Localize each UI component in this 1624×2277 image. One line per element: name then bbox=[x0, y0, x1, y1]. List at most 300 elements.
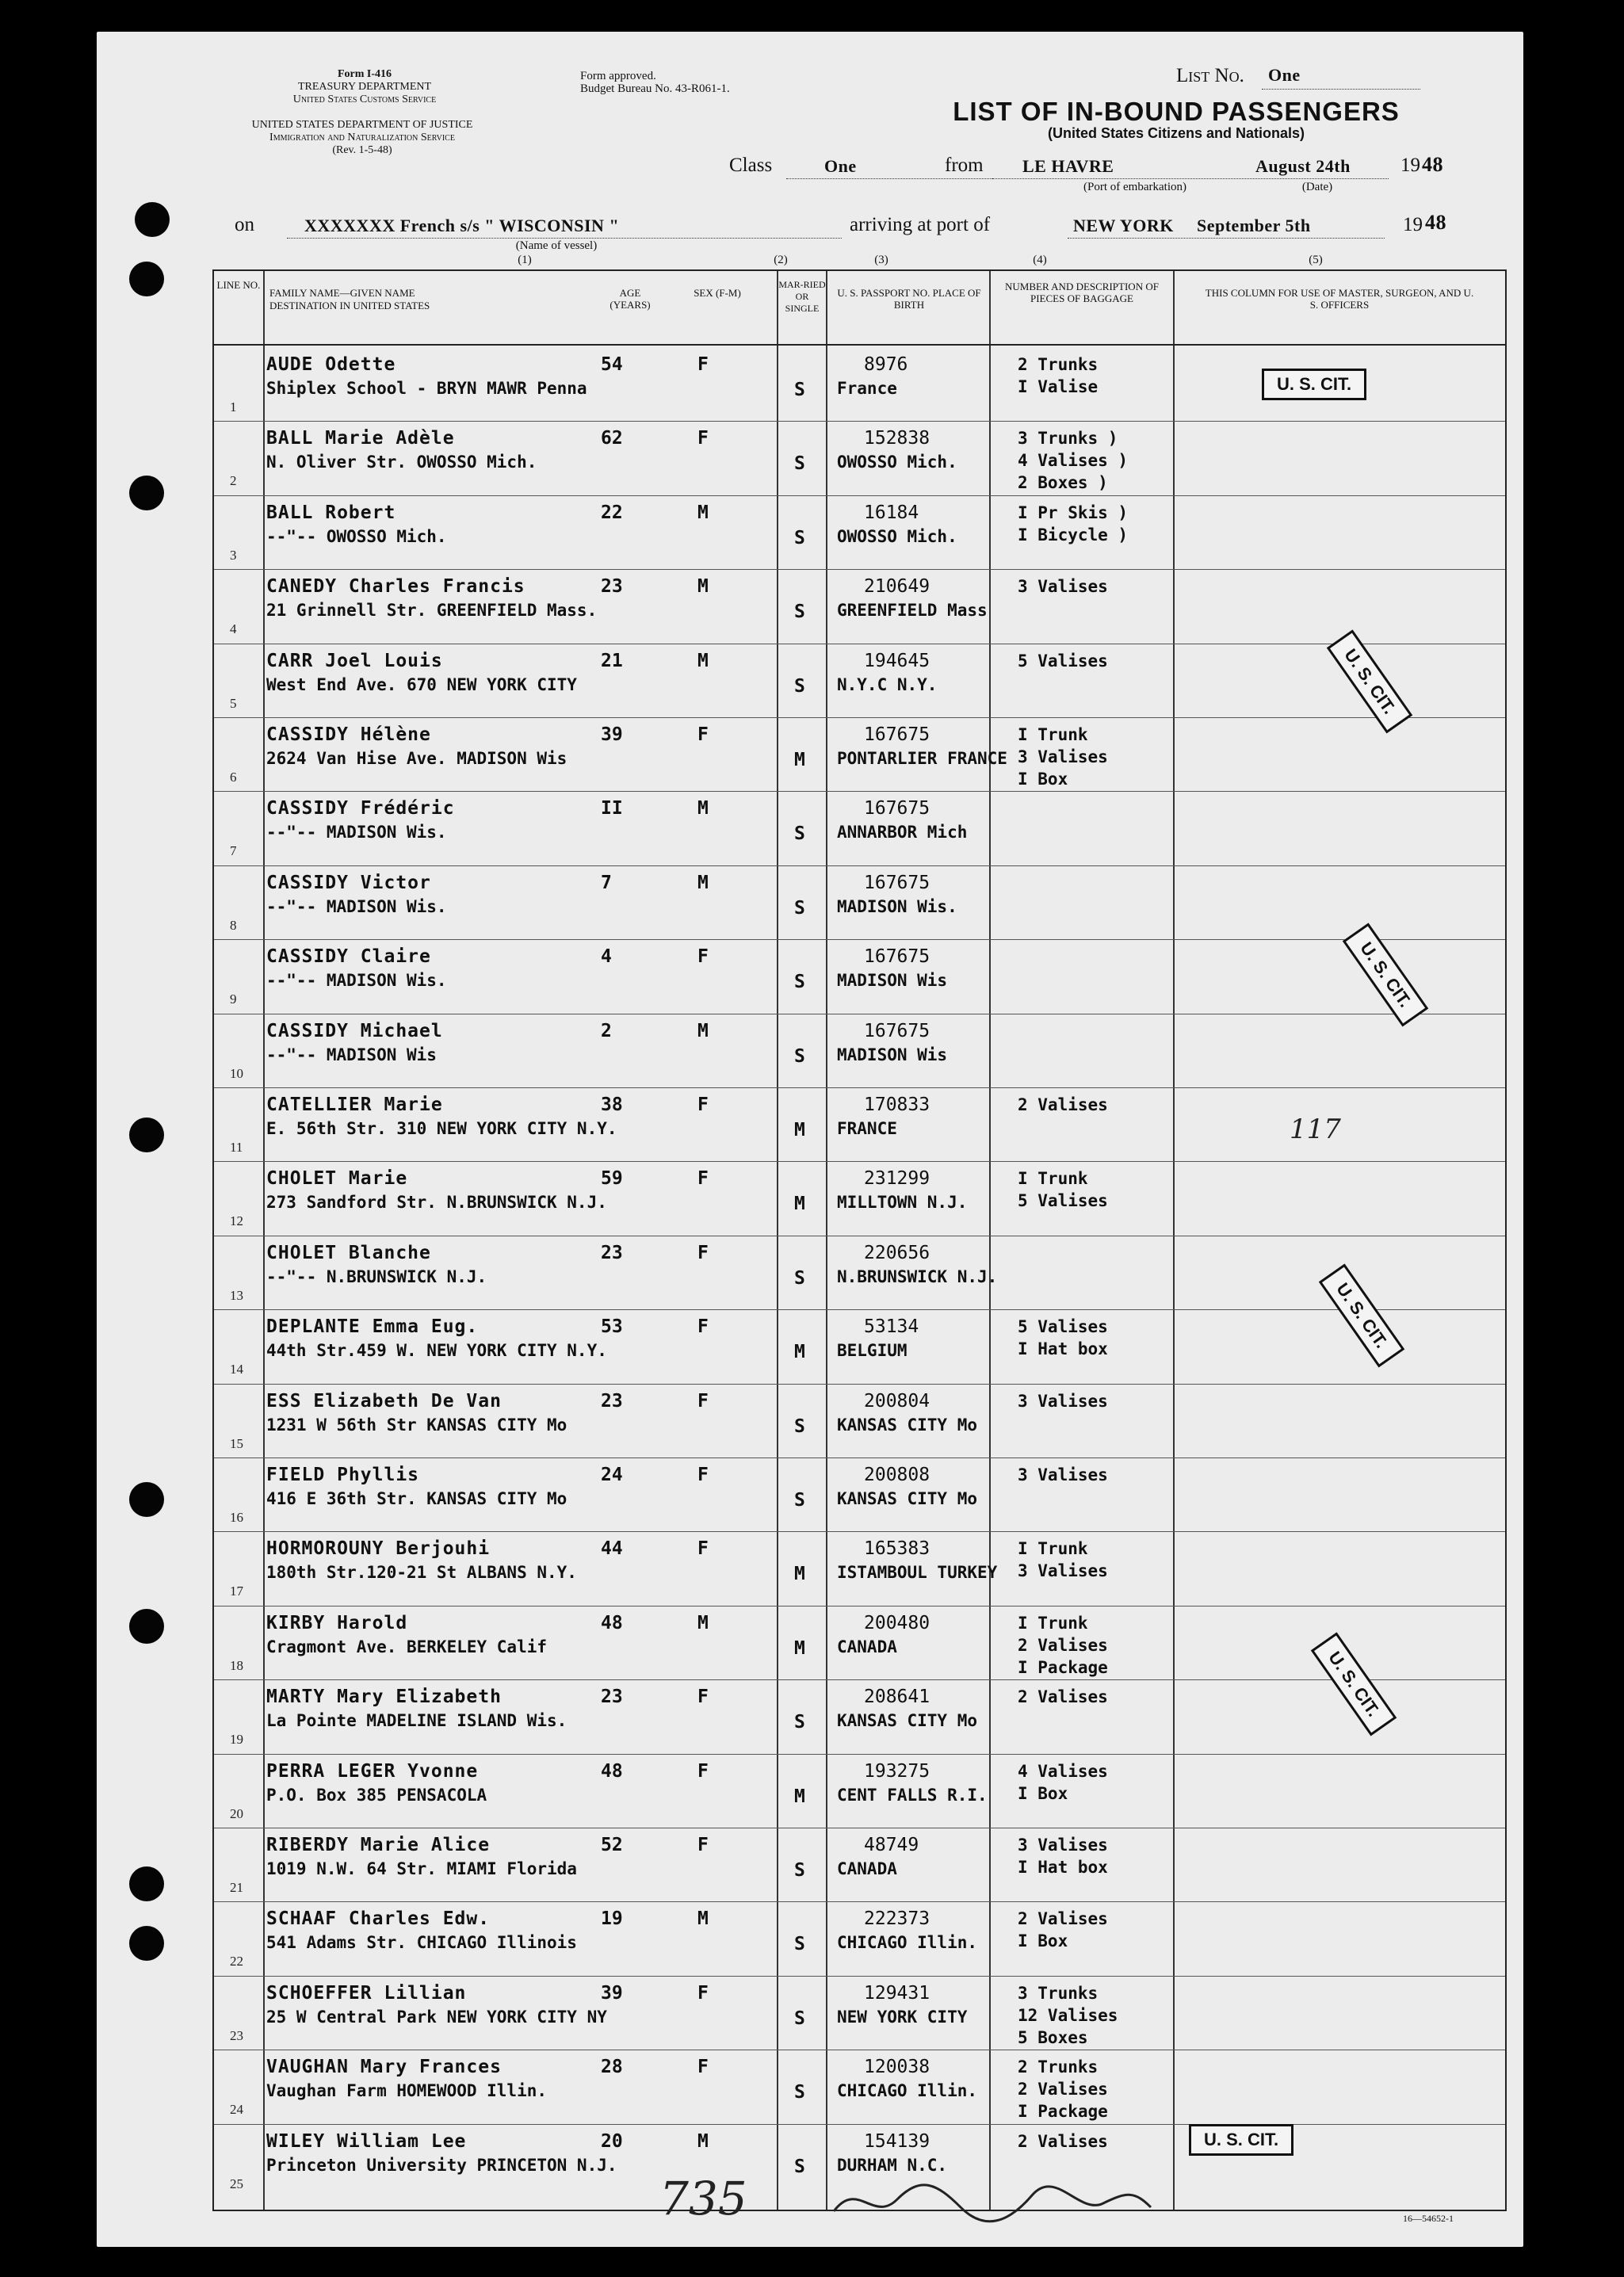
footer-code: 16—54652-1 bbox=[1403, 2213, 1454, 2224]
table-row bbox=[214, 421, 1505, 495]
us-citizen-stamp: U. S. CIT. bbox=[1262, 369, 1366, 400]
line-number: 1 bbox=[230, 399, 237, 415]
marital-status: S bbox=[794, 1415, 805, 1437]
passport-number: 194645 bbox=[864, 650, 930, 671]
place-of-birth: France bbox=[837, 379, 897, 398]
header-rule bbox=[214, 344, 1505, 346]
sex: M bbox=[697, 1612, 709, 1633]
passenger-name: CATELLIER Marie bbox=[266, 1095, 443, 1115]
row-divider bbox=[214, 569, 1505, 570]
punch-hole bbox=[129, 1482, 164, 1517]
destination: 416 E 36th Str. KANSAS CITY Mo bbox=[266, 1489, 567, 1508]
place-of-birth: MILLTOWN N.J. bbox=[837, 1193, 968, 1213]
line-number: 4 bbox=[230, 621, 237, 637]
sex: M bbox=[697, 2130, 709, 2152]
baggage-item: 3 Valises bbox=[1018, 1391, 1108, 1411]
baggage-item: I Trunk bbox=[1018, 1539, 1088, 1559]
marital-status: S bbox=[794, 675, 805, 697]
arrival-date: September 5th bbox=[1197, 216, 1311, 235]
destination: --"-- MADISON Wis. bbox=[266, 971, 447, 991]
marital-status: M bbox=[794, 750, 805, 770]
row-divider bbox=[214, 1087, 1505, 1088]
list-no-value: One bbox=[1268, 65, 1301, 85]
table-row bbox=[214, 2050, 1505, 2123]
row-divider bbox=[214, 495, 1505, 496]
punch-hole bbox=[129, 1866, 164, 1901]
form-number: Form I-416 bbox=[337, 68, 392, 80]
marital-status: S bbox=[794, 453, 805, 475]
row-divider bbox=[214, 1679, 1505, 1680]
us-citizen-stamp: U. S. CIT. bbox=[1189, 2124, 1293, 2156]
table-row bbox=[214, 1236, 1505, 1309]
marital-status: S bbox=[794, 1045, 805, 1067]
marital-status: S bbox=[794, 2008, 805, 2029]
row-divider bbox=[214, 1161, 1505, 1162]
destination: Princeton University PRINCETON N.J. bbox=[266, 2155, 617, 2175]
passport-number: 208641 bbox=[864, 1687, 930, 1708]
destination: E. 56th Str. 310 NEW YORK CITY N.Y. bbox=[266, 1119, 617, 1138]
destination: West End Ave. 670 NEW YORK CITY bbox=[266, 674, 577, 694]
place-of-birth: NEW YORK CITY bbox=[837, 2007, 968, 2027]
line-number: 19 bbox=[230, 1732, 243, 1748]
marital-status: S bbox=[794, 972, 805, 993]
table-row bbox=[214, 495, 1505, 569]
passport-number: 222373 bbox=[864, 1908, 930, 1930]
punch-hole bbox=[129, 1117, 164, 1152]
destination: 44th Str.459 W. NEW YORK CITY N.Y. bbox=[266, 1341, 607, 1361]
baggage-item: 3 Valises bbox=[1018, 577, 1108, 597]
marital-status: S bbox=[794, 1934, 805, 1955]
baggage-item: 2 Valises bbox=[1018, 1909, 1108, 1929]
place-of-birth: GREENFIELD Mass bbox=[837, 601, 988, 621]
sex: M bbox=[697, 1908, 709, 1930]
col-number-1: (1) bbox=[518, 254, 532, 266]
th-destination: DESTINATION IN UNITED STATES bbox=[269, 300, 430, 311]
class-line bbox=[786, 178, 1024, 179]
sex: F bbox=[697, 1465, 709, 1485]
place-of-birth: ISTAMBOUL TURKEY bbox=[837, 1563, 998, 1583]
marital-status: S bbox=[794, 1490, 805, 1511]
date-line bbox=[1250, 178, 1389, 179]
line-number: 8 bbox=[230, 917, 237, 933]
passenger-table bbox=[212, 269, 1507, 2211]
age: 39 bbox=[601, 1982, 623, 2004]
passenger-name: VAUGHAN Mary Frances bbox=[266, 2057, 502, 2078]
col-number-5: (5) bbox=[1309, 254, 1323, 266]
sex: F bbox=[697, 1316, 709, 1338]
line-number: 2 bbox=[230, 473, 237, 489]
passenger-name: CASSIDY Claire bbox=[266, 946, 431, 968]
passport-number: 167675 bbox=[864, 1020, 930, 1041]
row-divider bbox=[214, 791, 1505, 792]
sex: F bbox=[697, 1538, 709, 1560]
baggage-item: 3 Trunks bbox=[1018, 1983, 1099, 2003]
passport-number: 48749 bbox=[864, 1835, 919, 1855]
passenger-name: CARR Joel Louis bbox=[266, 650, 443, 671]
line-number: 7 bbox=[230, 843, 237, 859]
row-divider bbox=[214, 1309, 1505, 1310]
destination: Cragmont Ave. BERKELEY Calif bbox=[266, 1637, 548, 1656]
sex: M bbox=[697, 872, 709, 893]
sex: F bbox=[697, 724, 709, 745]
line-number: 6 bbox=[230, 770, 237, 785]
departure-year: 48 bbox=[1422, 153, 1443, 176]
punch-hole bbox=[129, 262, 164, 296]
marital-status: S bbox=[794, 602, 805, 623]
age: 4 bbox=[601, 946, 612, 968]
place-of-birth: CENT FALLS R.I. bbox=[837, 1785, 988, 1805]
marital-status: M bbox=[794, 1786, 805, 1807]
passenger-name: DEPLANTE Emma Eug. bbox=[266, 1316, 479, 1338]
arrival-line bbox=[1068, 238, 1385, 239]
marital-status: S bbox=[794, 1267, 805, 1289]
table-row bbox=[214, 1606, 1505, 1679]
sex: F bbox=[697, 946, 709, 968]
class-label: Class bbox=[729, 155, 773, 176]
age: 62 bbox=[601, 428, 623, 449]
age: 59 bbox=[601, 1168, 623, 1190]
line-number: 20 bbox=[230, 1805, 243, 1821]
row-divider bbox=[214, 1754, 1505, 1755]
passport-number: 210649 bbox=[864, 576, 930, 598]
age: 19 bbox=[601, 1908, 623, 1930]
table-row bbox=[214, 644, 1505, 717]
age: 23 bbox=[601, 1687, 623, 1708]
marital-status: M bbox=[794, 1120, 805, 1140]
baggage-item: 2 Valises bbox=[1018, 1635, 1108, 1655]
sex: M bbox=[697, 1020, 709, 1041]
row-divider bbox=[214, 717, 1505, 718]
table-row bbox=[214, 1384, 1505, 1458]
vessel-caption: (Name of vessel) bbox=[515, 239, 598, 252]
form-approved: Form approved. bbox=[580, 70, 656, 82]
destination: 541 Adams Str. CHICAGO Illinois bbox=[266, 1933, 577, 1953]
row-divider bbox=[214, 1531, 1505, 1532]
budget-block bbox=[580, 70, 730, 95]
passport-number: 220656 bbox=[864, 1242, 930, 1263]
place-of-birth: ANNARBOR Mich bbox=[837, 823, 968, 842]
destination: 180th Str.120-21 St ALBANS N.Y. bbox=[266, 1563, 577, 1583]
line-number: 17 bbox=[230, 1584, 243, 1599]
baggage-item: 2 Valises bbox=[1018, 1095, 1108, 1114]
col-number-3: (3) bbox=[874, 254, 888, 266]
baggage-item: 2 Valises bbox=[1018, 2131, 1108, 2151]
table-row bbox=[214, 1161, 1505, 1235]
place-of-birth: OWOSSO Mich. bbox=[837, 453, 957, 472]
sex: F bbox=[697, 2057, 709, 2078]
marital-status: S bbox=[794, 1712, 805, 1733]
justice-block bbox=[216, 119, 509, 157]
us-citizen-stamp: U. S. CIT. bbox=[1327, 629, 1413, 733]
line-number: 16 bbox=[230, 1510, 243, 1525]
marital-status: M bbox=[794, 1342, 805, 1363]
baggage-item: I Hat box bbox=[1018, 1339, 1108, 1359]
baggage-item: 3 Trunks ) bbox=[1018, 429, 1118, 449]
passport-number: 16184 bbox=[864, 502, 919, 523]
table-row bbox=[214, 1901, 1505, 1975]
us-citizen-stamp: U. S. CIT. bbox=[1319, 1263, 1405, 1367]
marital-status: S bbox=[794, 897, 805, 919]
marital-status: S bbox=[794, 527, 805, 548]
baggage-item: I Trunk bbox=[1018, 725, 1088, 744]
sex: M bbox=[697, 576, 709, 598]
page-title: LIST OF IN-BOUND PASSENGERS bbox=[953, 97, 1400, 126]
form-number-block bbox=[246, 68, 483, 106]
line-number: 21 bbox=[230, 1880, 243, 1895]
annotation-117: 117 bbox=[1290, 1114, 1341, 1145]
marital-status: M bbox=[794, 1564, 805, 1585]
destination: --"-- OWOSSO Mich. bbox=[266, 526, 447, 546]
baggage-item: I Box bbox=[1018, 1931, 1068, 1951]
row-divider bbox=[214, 421, 1505, 422]
sex: F bbox=[697, 1835, 709, 1855]
line-number: 22 bbox=[230, 1954, 243, 1969]
age: 48 bbox=[601, 1760, 623, 1782]
age: II bbox=[601, 798, 623, 819]
destination: 25 W Central Park NEW YORK CITY NY bbox=[266, 2007, 607, 2027]
sex: M bbox=[697, 502, 709, 523]
destination: --"-- MADISON Wis. bbox=[266, 896, 447, 916]
row-divider bbox=[214, 865, 1505, 866]
marital-status: S bbox=[794, 380, 805, 400]
passenger-name: KIRBY Harold bbox=[266, 1612, 408, 1633]
marital-status: S bbox=[794, 823, 805, 845]
age: 7 bbox=[601, 872, 612, 893]
passenger-name: HORMOROUNY Berjouhi bbox=[266, 1538, 491, 1560]
baggage-item: 3 Valises bbox=[1018, 1561, 1108, 1581]
passport-number: 200480 bbox=[864, 1612, 930, 1633]
passport-number: 152838 bbox=[864, 428, 930, 449]
embarkation-port: LE HAVRE bbox=[1022, 156, 1114, 176]
sex: F bbox=[697, 1982, 709, 2004]
line-number: 25 bbox=[230, 2176, 243, 2191]
sex: F bbox=[697, 1687, 709, 1708]
table-row bbox=[214, 1976, 1505, 2050]
age: 28 bbox=[601, 2057, 623, 2078]
age: 2 bbox=[601, 1020, 612, 1041]
passenger-name: CHOLET Blanche bbox=[266, 1242, 431, 1263]
marital-status: M bbox=[794, 1637, 805, 1659]
line-number: 13 bbox=[230, 1287, 243, 1303]
destination: --"-- MADISON Wis. bbox=[266, 823, 447, 842]
th-sex: SEX (F-M) bbox=[694, 287, 741, 299]
place-of-birth: CHICAGO Illin. bbox=[837, 2081, 978, 2101]
punch-hole bbox=[129, 476, 164, 510]
baggage-item: I Box bbox=[1018, 770, 1068, 789]
passport-number: 170833 bbox=[864, 1095, 930, 1115]
baggage-item: I Trunk bbox=[1018, 1613, 1088, 1633]
baggage-item: I Package bbox=[1018, 1657, 1108, 1677]
col-number-2: (2) bbox=[774, 254, 788, 266]
destination: 273 Sandford Str. N.BRUNSWICK N.J. bbox=[266, 1193, 607, 1213]
place-of-birth: KANSAS CITY Mo bbox=[837, 1489, 978, 1508]
baggage-item: 2 Trunks bbox=[1018, 2057, 1099, 2077]
budget-number: Budget Bureau No. 43-R061-1. bbox=[580, 82, 730, 95]
baggage-item: 5 Valises bbox=[1018, 651, 1108, 670]
line-number: 23 bbox=[230, 2027, 243, 2043]
place-of-birth: FRANCE bbox=[837, 1119, 897, 1138]
destination: N. Oliver Str. OWOSSO Mich. bbox=[266, 453, 537, 472]
justice-dept: UNITED STATES DEPARTMENT OF JUSTICE bbox=[251, 119, 473, 131]
age: 38 bbox=[601, 1095, 623, 1115]
age: 54 bbox=[601, 354, 623, 375]
baggage-item: I Box bbox=[1018, 1783, 1068, 1803]
port-caption: (Port of embarkation) bbox=[1083, 181, 1186, 193]
age: 39 bbox=[601, 724, 623, 745]
passport-number: 167675 bbox=[864, 798, 930, 819]
line-number: 12 bbox=[230, 1213, 243, 1229]
place-of-birth: KANSAS CITY Mo bbox=[837, 1415, 978, 1435]
passenger-name: CANEDY Charles Francis bbox=[266, 576, 525, 598]
table-row bbox=[214, 1309, 1505, 1383]
us-citizen-stamp: U. S. CIT. bbox=[1343, 923, 1429, 1026]
table-row bbox=[214, 717, 1505, 791]
th-baggage: NUMBER AND DESCRIPTION OF PIECES OF BAGGAGE bbox=[1005, 281, 1159, 304]
col-number-4: (4) bbox=[1033, 254, 1047, 266]
row-divider bbox=[214, 1384, 1505, 1385]
table-row bbox=[214, 1531, 1505, 1605]
row-divider bbox=[214, 1606, 1505, 1607]
passenger-name: CHOLET Marie bbox=[266, 1168, 408, 1190]
customs-service: United States Customs Service bbox=[292, 94, 437, 105]
table-row bbox=[214, 939, 1505, 1013]
table-row bbox=[214, 1754, 1505, 1828]
place-of-birth: OWOSSO Mich. bbox=[837, 526, 957, 546]
place-of-birth: N.BRUNSWICK N.J. bbox=[837, 1266, 998, 1286]
from-label: from bbox=[945, 155, 984, 176]
passenger-name: WILEY William Lee bbox=[266, 2130, 467, 2152]
place-of-birth: DURHAM N.C. bbox=[837, 2155, 948, 2175]
passenger-name: RIBERDY Marie Alice bbox=[266, 1835, 491, 1855]
sex: F bbox=[697, 1760, 709, 1782]
sex: F bbox=[697, 1242, 709, 1263]
baggage-item: I Hat box bbox=[1018, 1858, 1108, 1877]
page-subtitle: (United States Citizens and Nationals) bbox=[1047, 125, 1305, 141]
baggage-item: 5 Valises bbox=[1018, 1191, 1108, 1211]
sex: M bbox=[697, 650, 709, 671]
place-of-birth: CANADA bbox=[837, 1859, 897, 1878]
age: 52 bbox=[601, 1835, 623, 1855]
baggage-item: 12 Valises bbox=[1018, 2005, 1118, 2025]
passenger-name: SCHOEFFER Lillian bbox=[266, 1982, 467, 2004]
age: 21 bbox=[601, 650, 623, 671]
table-row bbox=[214, 569, 1505, 643]
age: 23 bbox=[601, 576, 623, 598]
punch-hole bbox=[129, 1609, 164, 1644]
place-of-birth: PONTARLIER FRANCE bbox=[837, 749, 1007, 768]
age: 23 bbox=[601, 1390, 623, 1412]
passenger-name: PERRA LEGER Yvonne bbox=[266, 1760, 479, 1782]
age: 48 bbox=[601, 1612, 623, 1633]
footer-hand-number: 735 bbox=[659, 2172, 747, 2225]
passport-number: 231299 bbox=[864, 1168, 930, 1190]
sex: F bbox=[697, 1095, 709, 1115]
departure-date: August 24th bbox=[1255, 156, 1351, 176]
passport-number: 200808 bbox=[864, 1465, 930, 1485]
arrival-year-prefix: 19 bbox=[1403, 214, 1423, 235]
row-divider bbox=[214, 939, 1505, 940]
passenger-name: MARTY Mary Elizabeth bbox=[266, 1687, 502, 1708]
age: 24 bbox=[601, 1465, 623, 1485]
line-number: 24 bbox=[230, 2102, 243, 2118]
baggage-item: 3 Valises bbox=[1018, 747, 1108, 766]
baggage-item: I Valise bbox=[1018, 377, 1099, 396]
th-married: MAR-RIED OR SINGLE bbox=[778, 279, 826, 314]
list-no-label: List No. bbox=[1176, 65, 1244, 86]
sex: F bbox=[697, 1168, 709, 1190]
passenger-name: BALL Robert bbox=[266, 502, 396, 523]
th-name: FAMILY NAME—GIVEN NAME bbox=[269, 287, 415, 299]
list-no-line bbox=[1262, 89, 1420, 90]
age: 53 bbox=[601, 1316, 623, 1338]
destination: Vaughan Farm HOMEWOOD Illin. bbox=[266, 2081, 548, 2101]
punch-hole bbox=[135, 202, 170, 237]
baggage-item: 5 Boxes bbox=[1018, 2027, 1088, 2047]
destination: 2624 Van Hise Ave. MADISON Wis bbox=[266, 749, 567, 768]
baggage-item: 3 Valises bbox=[1018, 1836, 1108, 1855]
line-number: 5 bbox=[230, 695, 237, 711]
passport-number: 53134 bbox=[864, 1316, 919, 1338]
place-of-birth: KANSAS CITY Mo bbox=[837, 1711, 978, 1731]
place-of-birth: MADISON Wis bbox=[837, 1045, 948, 1064]
baggage-item: 4 Valises ) bbox=[1018, 451, 1129, 471]
line-number: 18 bbox=[230, 1657, 243, 1673]
baggage-item: 2 Trunks bbox=[1018, 355, 1099, 374]
arrival-year: 48 bbox=[1425, 211, 1446, 234]
baggage-item: I Bicycle ) bbox=[1018, 525, 1129, 544]
marital-status: S bbox=[794, 1860, 805, 1881]
destination: P.O. Box 385 PENSACOLA bbox=[266, 1785, 487, 1805]
place-of-birth: BELGIUM bbox=[837, 1341, 908, 1361]
baggage-item: I Pr Skis ) bbox=[1018, 502, 1129, 522]
baggage-item: 5 Valises bbox=[1018, 1317, 1108, 1337]
date-caption: (Date) bbox=[1301, 181, 1333, 193]
th-line-no: LINE NO. bbox=[216, 279, 261, 291]
passenger-name: ESS Elizabeth De Van bbox=[266, 1390, 502, 1412]
passport-number: 120038 bbox=[864, 2057, 930, 2078]
baggage-item: 3 Valises bbox=[1018, 1465, 1108, 1484]
place-of-birth: N.Y.C N.Y. bbox=[837, 674, 938, 694]
passport-number: 154139 bbox=[864, 2130, 930, 2152]
row-divider bbox=[214, 1901, 1505, 1902]
age: 44 bbox=[601, 1538, 623, 1560]
treasury-dept: TREASURY DEPARTMENT bbox=[297, 81, 432, 93]
passenger-name: BALL Marie Adèle bbox=[266, 428, 455, 449]
baggage-item: I Package bbox=[1018, 2102, 1108, 2122]
arrival-port: NEW YORK bbox=[1073, 216, 1174, 235]
destination: 21 Grinnell Str. GREENFIELD Mass. bbox=[266, 601, 598, 621]
passenger-name: CASSIDY Frédéric bbox=[266, 798, 455, 819]
destination: 1231 W 56th Str KANSAS CITY Mo bbox=[266, 1415, 567, 1435]
place-of-birth: MADISON Wis. bbox=[837, 896, 957, 916]
sex: F bbox=[697, 1390, 709, 1412]
ins-service: Immigration and Naturalization Service bbox=[269, 132, 455, 143]
line-number: 14 bbox=[230, 1362, 243, 1377]
baggage-item: 2 Boxes ) bbox=[1018, 473, 1108, 493]
passenger-name: SCHAAF Charles Edw. bbox=[266, 1908, 491, 1930]
passenger-name: AUDE Odette bbox=[266, 354, 396, 375]
age: 22 bbox=[601, 502, 623, 523]
passenger-name: CASSIDY Hélène bbox=[266, 724, 431, 745]
marital-status: S bbox=[794, 2082, 805, 2103]
line-number: 15 bbox=[230, 1435, 243, 1451]
destination: La Pointe MADELINE ISLAND Wis. bbox=[266, 1711, 567, 1731]
age: 20 bbox=[601, 2130, 623, 2152]
row-divider bbox=[214, 1976, 1505, 1977]
place-of-birth: MADISON Wis bbox=[837, 971, 948, 991]
destination: --"-- MADISON Wis bbox=[266, 1045, 437, 1064]
table-row bbox=[214, 865, 1505, 939]
